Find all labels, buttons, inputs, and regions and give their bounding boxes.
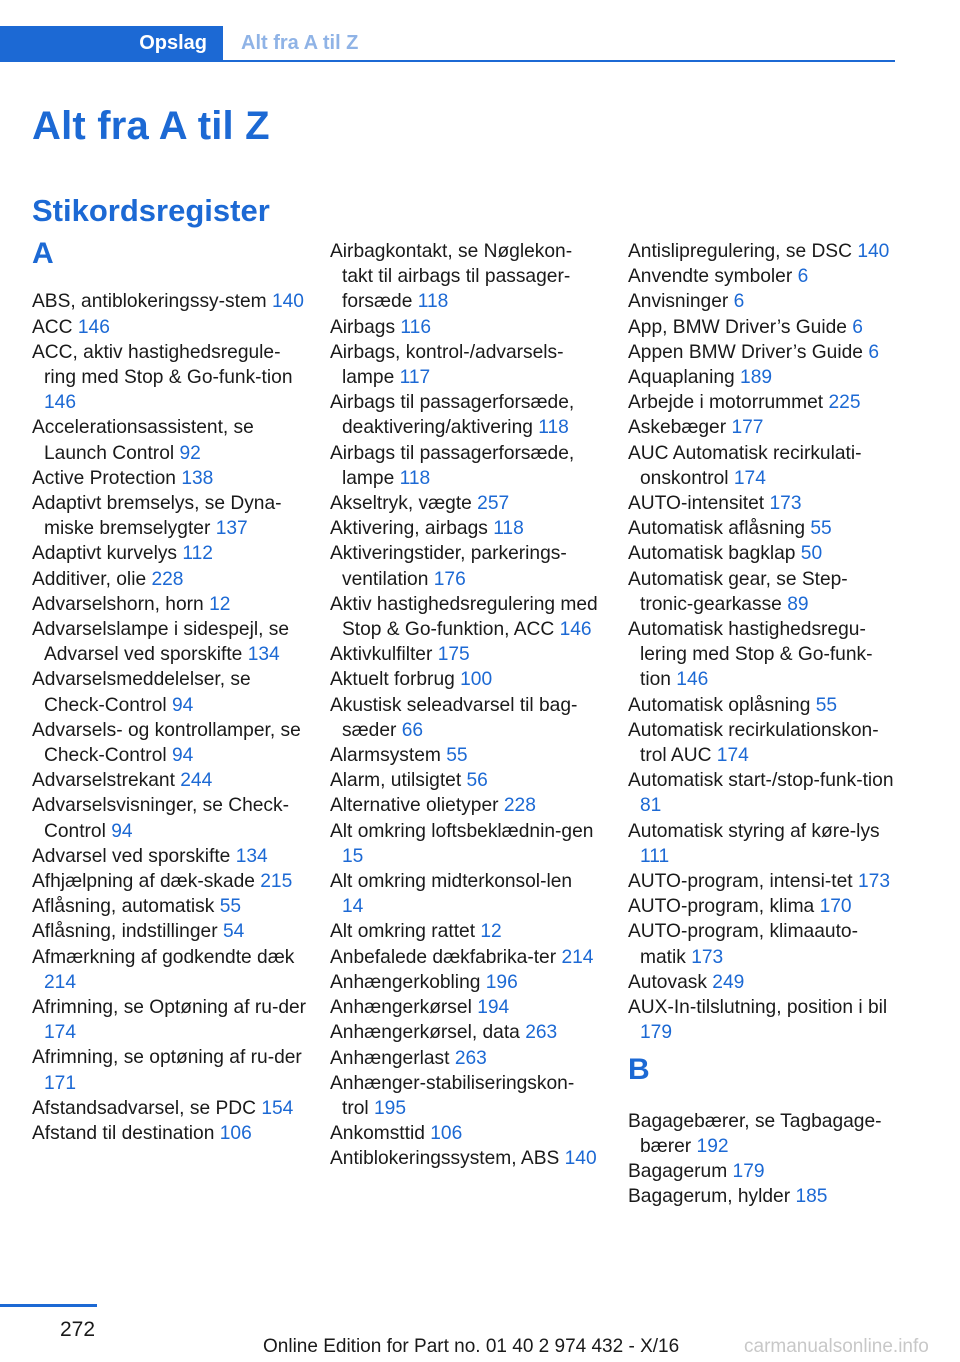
page-link[interactable]: 112: [182, 543, 213, 565]
index-entry-text: Alt omkring rattet: [330, 921, 476, 943]
index-entry: [32, 340, 307, 416]
page-link[interactable]: 81: [640, 795, 662, 817]
page-link[interactable]: 89: [787, 593, 809, 615]
index-entry-text: Aktiv hastighedsregulering med Stop & Go-funktion, ACC: [330, 593, 598, 641]
index-entry-text: Aktiveringstider, parkerings-ventilation: [330, 543, 567, 590]
page-link[interactable]: 140: [857, 241, 890, 262]
index-entry-text: Akseltryk, vægte: [330, 493, 472, 515]
index-entry-text: Automatisk start-/stop-funk-tion: [628, 770, 894, 792]
index-entry: [330, 642, 598, 667]
index-entry-text: Anhænger-stabiliseringskon-trol: [330, 1072, 575, 1119]
page-link[interactable]: 116: [400, 316, 431, 338]
page-link[interactable]: 177: [731, 417, 764, 439]
page-link[interactable]: 55: [219, 896, 242, 918]
index-entry: [330, 667, 598, 692]
page-link[interactable]: 215: [260, 871, 293, 893]
page-link[interactable]: 189: [740, 367, 773, 389]
index-entry: [330, 869, 598, 919]
index-entry: [32, 315, 307, 340]
page-link[interactable]: 6: [868, 341, 879, 363]
page-link[interactable]: 118: [399, 467, 431, 489]
index-entry: [628, 264, 900, 289]
section-title: Stikordsregister: [32, 193, 270, 228]
page-link[interactable]: 66: [401, 719, 424, 741]
index-entry: [330, 315, 598, 340]
index-entry: [628, 768, 900, 818]
page-link[interactable]: 214: [44, 971, 77, 993]
index-entry-text: Antislipregulering, se DSC: [628, 241, 852, 262]
index-entry: [330, 1071, 598, 1121]
index-entry: [628, 541, 900, 566]
footer-rule: [0, 1304, 97, 1307]
page-link[interactable]: 134: [235, 845, 268, 867]
page-link[interactable]: 6: [733, 291, 745, 313]
index-entry-text: Airbags til passagerforsæde, deaktivering/aktivering: [330, 392, 575, 439]
index-entry: [32, 995, 307, 1045]
index-entry-text: Automatisk bagklap: [628, 543, 796, 565]
index-entry: [330, 1020, 598, 1045]
index-entry: [32, 466, 307, 491]
index-entry: [330, 768, 598, 793]
index-entry-text: Aktivkulfilter: [330, 644, 433, 666]
index-entry: [330, 1146, 598, 1171]
index-entry-text: Aflåsning, indstillinger: [32, 921, 218, 943]
index-entry: [628, 919, 900, 969]
index-entry-text: AUTO-program, klimaauto-matik: [628, 921, 858, 968]
index-entry-text: Advarselslampe i sidespejl, se Advarsel ved sporskifte: [32, 619, 290, 666]
page-link[interactable]: 140: [564, 1148, 597, 1170]
index-entry-text: Airbags: [330, 316, 396, 338]
index-entry: [330, 819, 598, 869]
index-entry: [330, 340, 598, 390]
page-link[interactable]: 171: [44, 1072, 77, 1094]
page-link[interactable]: 54: [222, 921, 245, 943]
page-link[interactable]: 194: [477, 997, 510, 1019]
index-entry: [330, 970, 598, 995]
page-link[interactable]: 192: [696, 1135, 729, 1157]
page-link[interactable]: 228: [503, 795, 536, 817]
index-entry-text: Askebæger: [628, 417, 727, 439]
header-rule: [0, 60, 895, 62]
page-link[interactable]: 225: [828, 392, 861, 414]
index-entry-text: Bagagebærer, se Tagbagage-bærer: [628, 1110, 882, 1157]
index-entry: [628, 819, 900, 869]
index-entry-text: AUC Automatisk recirkulati-onskontrol: [628, 442, 862, 489]
index-entry-text: AUTO-intensitet: [628, 493, 765, 515]
index-entry: [32, 491, 307, 541]
page-link[interactable]: 174: [44, 1022, 77, 1044]
index-column-2: [330, 239, 598, 1172]
index-entry-text: Automatisk styring af køre-lys: [628, 820, 880, 842]
page-link[interactable]: 12: [480, 921, 502, 943]
page-link[interactable]: 106: [219, 1123, 252, 1145]
index-entry-text: Bagagerum: [628, 1160, 728, 1182]
page-link[interactable]: 146: [77, 316, 110, 338]
index-entry-text: Automatisk aflåsning: [628, 518, 806, 540]
index-entry: [628, 239, 900, 264]
index-entry: [330, 592, 598, 642]
index-entry: [628, 516, 900, 541]
index-entry-text: Alt omkring loftsbeklædnin-gen: [330, 820, 594, 842]
index-entry-text: Afrimning, se optøning af ru-der: [32, 1047, 302, 1069]
index-entry-text: App, BMW Driver’s Guide: [628, 316, 847, 338]
index-entry: [32, 415, 307, 465]
page-number: 272: [60, 1318, 96, 1341]
index-entry-text: Aflåsning, automatisk: [32, 896, 215, 918]
page-link[interactable]: 196: [485, 971, 518, 993]
page-link[interactable]: 175: [437, 644, 470, 666]
page-link[interactable]: 55: [810, 518, 832, 540]
page-link[interactable]: 195: [374, 1097, 407, 1119]
index-entry: [32, 289, 307, 314]
index-entry: [32, 617, 307, 667]
index-entry: [628, 970, 900, 995]
index-entry: [628, 491, 900, 516]
index-entry: [628, 995, 900, 1045]
index-entry: [32, 919, 307, 944]
page-link[interactable]: 173: [769, 493, 802, 515]
index-entry-text: Afrimning, se Optøning af ru-der: [32, 997, 307, 1019]
index-entry: [32, 894, 307, 919]
index-entry: [628, 390, 900, 415]
index-entry-text: AUTO-program, klima: [628, 896, 815, 918]
page-link[interactable]: 118: [538, 417, 569, 439]
index-entry: [330, 491, 598, 516]
edition-note: Online Edition for Part no. 01 40 2 974 432 - X/16: [263, 1336, 680, 1357]
page-link[interactable]: 263: [525, 1022, 558, 1044]
index-entry: [32, 592, 307, 617]
index-entry: [628, 693, 900, 718]
index-entry-text: Advarselsvisninger, se Check-Control: [32, 795, 290, 842]
page-link[interactable]: 12: [209, 593, 231, 615]
page-link[interactable]: 173: [691, 946, 724, 968]
index-entry: [628, 617, 900, 693]
index-entry-text: Advarsels- og kontrollamper, se Check-Control: [32, 719, 301, 767]
index-entry-text: Afstand til destination: [32, 1123, 215, 1145]
index-entry: [628, 289, 900, 314]
index-entry-text: Additiver, olie: [32, 568, 147, 590]
index-entry: [628, 1184, 900, 1209]
page-link[interactable]: 6: [852, 316, 863, 338]
page-link[interactable]: 154: [261, 1097, 294, 1119]
page-link[interactable]: 214: [561, 946, 594, 968]
index-entry: [32, 667, 307, 717]
index-entry: [32, 718, 307, 768]
index-entry-text: Anhængerkørsel, data: [330, 1022, 520, 1044]
page-link[interactable]: 185: [795, 1186, 828, 1208]
page-link[interactable]: 117: [399, 367, 431, 389]
page-link[interactable]: 140: [271, 291, 304, 313]
index-letter: B: [628, 1052, 650, 1086]
page-link[interactable]: 179: [732, 1160, 765, 1182]
index-column-3: [628, 239, 900, 1209]
index-entry-text: Active Protection: [32, 467, 176, 489]
index-entry: [330, 793, 598, 818]
index-entry-text: Airbags, kontrol-/advarsels-lampe: [330, 341, 564, 389]
page-link[interactable]: 94: [111, 820, 133, 842]
index-entry-text: Anvisninger: [628, 291, 729, 313]
index-entry: [330, 693, 598, 743]
index-entry-text: Aktivering, airbags: [330, 518, 488, 540]
index-entry: [330, 1046, 598, 1071]
index-entry-text: Anhængerlast: [330, 1047, 450, 1069]
index-entry-text: ACC, aktiv hastighedsregule-ring med Stop & Go-funk-tion: [32, 341, 293, 388]
index-entry: [628, 315, 900, 340]
index-entry-text: Afhjælpning af dæk-skade: [32, 871, 255, 893]
index-entry: [32, 567, 307, 592]
index-entry-text: ACC: [32, 316, 73, 338]
watermark: carmanualsonline.info: [744, 1336, 929, 1357]
index-entry-text: Accelerationsassistent, se Launch Control: [32, 417, 254, 464]
index-entry-text: Appen BMW Driver’s Guide: [628, 341, 863, 363]
page-link[interactable]: 56: [466, 770, 488, 792]
page-link[interactable]: 174: [716, 745, 749, 767]
index-entry: [330, 743, 598, 768]
page-link[interactable]: 257: [477, 493, 510, 515]
page-link[interactable]: 111: [640, 845, 670, 867]
index-entry-text: Anbefalede dækfabrika-ter: [330, 946, 557, 968]
index-entry-text: Bagagerum, hylder: [628, 1186, 791, 1208]
page-link[interactable]: 173: [857, 871, 890, 893]
index-entry-text: Ankomsttid: [330, 1123, 425, 1145]
index-entry: [330, 239, 598, 315]
index-entry: [628, 567, 900, 617]
index-entry-text: Automatisk oplåsning: [628, 694, 811, 716]
index-entry: [330, 541, 598, 591]
index-entry: [32, 793, 307, 843]
index-entry: [330, 1121, 598, 1146]
index-entry: [628, 365, 900, 390]
index-entry-text: Airbagkontakt, se Nøglekon-takt til airbags til passager-forsæde: [330, 241, 573, 313]
index-entry: [32, 541, 307, 566]
page-link[interactable]: 6: [797, 266, 809, 288]
index-entry-text: Advarsel ved sporskifte: [32, 845, 231, 867]
index-entry-text: Afstandsadvarsel, se PDC: [32, 1097, 256, 1119]
page-link[interactable]: 15: [342, 845, 364, 867]
index-entry-text: Autovask: [628, 971, 707, 993]
index-entry-text: Automatisk gear, se Step-tronic-gearkasse: [628, 568, 848, 615]
index-entry-text: Anhængerkobling: [330, 971, 481, 993]
index-entry-text: Airbags til passagerforsæde, lampe: [330, 442, 575, 489]
page-link[interactable]: 138: [181, 467, 214, 489]
index-entry: [32, 844, 307, 869]
index-entry-text: Alternative olietyper: [330, 795, 499, 817]
chapter-tab: Alt fra A til Z: [241, 32, 359, 54]
index-entry-text: Afmærkning af godkendte dæk: [32, 946, 295, 968]
page-link[interactable]: 249: [712, 971, 745, 993]
index-entry-text: Adaptivt bremselys, se Dyna-miske bremselygter: [32, 493, 282, 540]
index-entry: [330, 919, 598, 944]
page-link[interactable]: 174: [733, 467, 766, 489]
page-link[interactable]: 228: [151, 568, 184, 590]
page-link[interactable]: 50: [800, 543, 823, 565]
index-entry-text: Aktuelt forbrug: [330, 669, 455, 691]
index-entry-text: Alarm, utilsigtet: [330, 770, 462, 792]
index-entry: [628, 441, 900, 491]
top-bar: [0, 26, 895, 62]
index-entry-text: Advarselsmeddelelser, se Check-Control: [32, 669, 251, 716]
index-entry: [628, 415, 900, 440]
index-entry: [628, 718, 900, 768]
index-entry: [628, 869, 900, 894]
index-entry: [330, 945, 598, 970]
page-link[interactable]: 92: [179, 442, 201, 464]
index-entry-text: AUTO-program, intensi-tet: [628, 871, 853, 893]
index-entry-text: AUX-In-tilslutning, position i bil: [628, 997, 888, 1019]
index-entry-text: Alarmsystem: [330, 745, 441, 767]
index-entry-text: Akustisk seleadvarsel til bag-sæder: [330, 694, 578, 741]
page-link[interactable]: 170: [819, 896, 852, 918]
index-entry-text: Aquaplaning: [628, 367, 735, 389]
page-link[interactable]: 146: [676, 669, 709, 691]
index-entry-text: Anvendte symboler: [628, 266, 793, 288]
page-link[interactable]: 118: [493, 518, 524, 540]
index-entry: [32, 945, 307, 995]
page-link[interactable]: 263: [454, 1047, 487, 1069]
index-entry-text: Automatisk recirkulationskon-trol AUC: [628, 719, 879, 767]
page-link[interactable]: 14: [342, 896, 364, 918]
page-link[interactable]: 55: [446, 745, 468, 767]
index-entry: [628, 1159, 900, 1184]
index-entry-text: Automatisk hastighedsregu-lering med Stop & Go-funk-tion: [628, 619, 873, 691]
index-entry-text: Anhængerkørsel: [330, 997, 472, 1019]
index-entry: [32, 1045, 307, 1095]
index-entry-text: Arbejde i motorrummet: [628, 392, 824, 414]
page-link[interactable]: 137: [215, 518, 248, 540]
page-link[interactable]: 55: [815, 694, 838, 716]
page-link[interactable]: 244: [180, 770, 213, 792]
page-link[interactable]: 100: [460, 669, 493, 691]
index-letter: A: [32, 237, 54, 270]
index-entry-text: Alt omkring midterkonsol-len: [330, 871, 573, 893]
page-link[interactable]: 94: [171, 694, 194, 716]
page-title: Alt fra A til Z: [32, 104, 270, 148]
index-entry: [628, 894, 900, 919]
section-tab: Opslag: [0, 26, 223, 60]
page-link[interactable]: 94: [171, 745, 194, 767]
index-entry: [32, 1096, 307, 1121]
index-entry-text: Advarselstrekant: [32, 770, 175, 792]
index-entry: [330, 995, 598, 1020]
index-entry: [32, 768, 307, 793]
index-column-1: [32, 239, 307, 1146]
index-entry-text: Antiblokeringssystem, ABS: [330, 1148, 560, 1170]
index-entry: [330, 516, 598, 541]
index-entry-text: ABS, antiblokeringssy-stem: [32, 291, 267, 313]
page-link[interactable]: 106: [430, 1123, 463, 1145]
page-link[interactable]: 118: [417, 291, 449, 313]
page-link[interactable]: 134: [247, 644, 280, 666]
index-entry: [32, 1121, 307, 1146]
index-entry-text: Adaptivt kurvelys: [32, 543, 178, 565]
index-entry: [628, 1109, 900, 1159]
index-entry: [32, 869, 307, 894]
index-entry: [628, 340, 900, 365]
page-link[interactable]: 146: [44, 392, 77, 414]
index-entry: [330, 441, 598, 491]
index-entry-text: Advarselshorn, horn: [32, 593, 204, 615]
page-link[interactable]: 176: [433, 568, 466, 590]
index-entry: [330, 390, 598, 440]
page-link[interactable]: 179: [640, 1022, 673, 1044]
page-link[interactable]: 146: [559, 619, 592, 641]
